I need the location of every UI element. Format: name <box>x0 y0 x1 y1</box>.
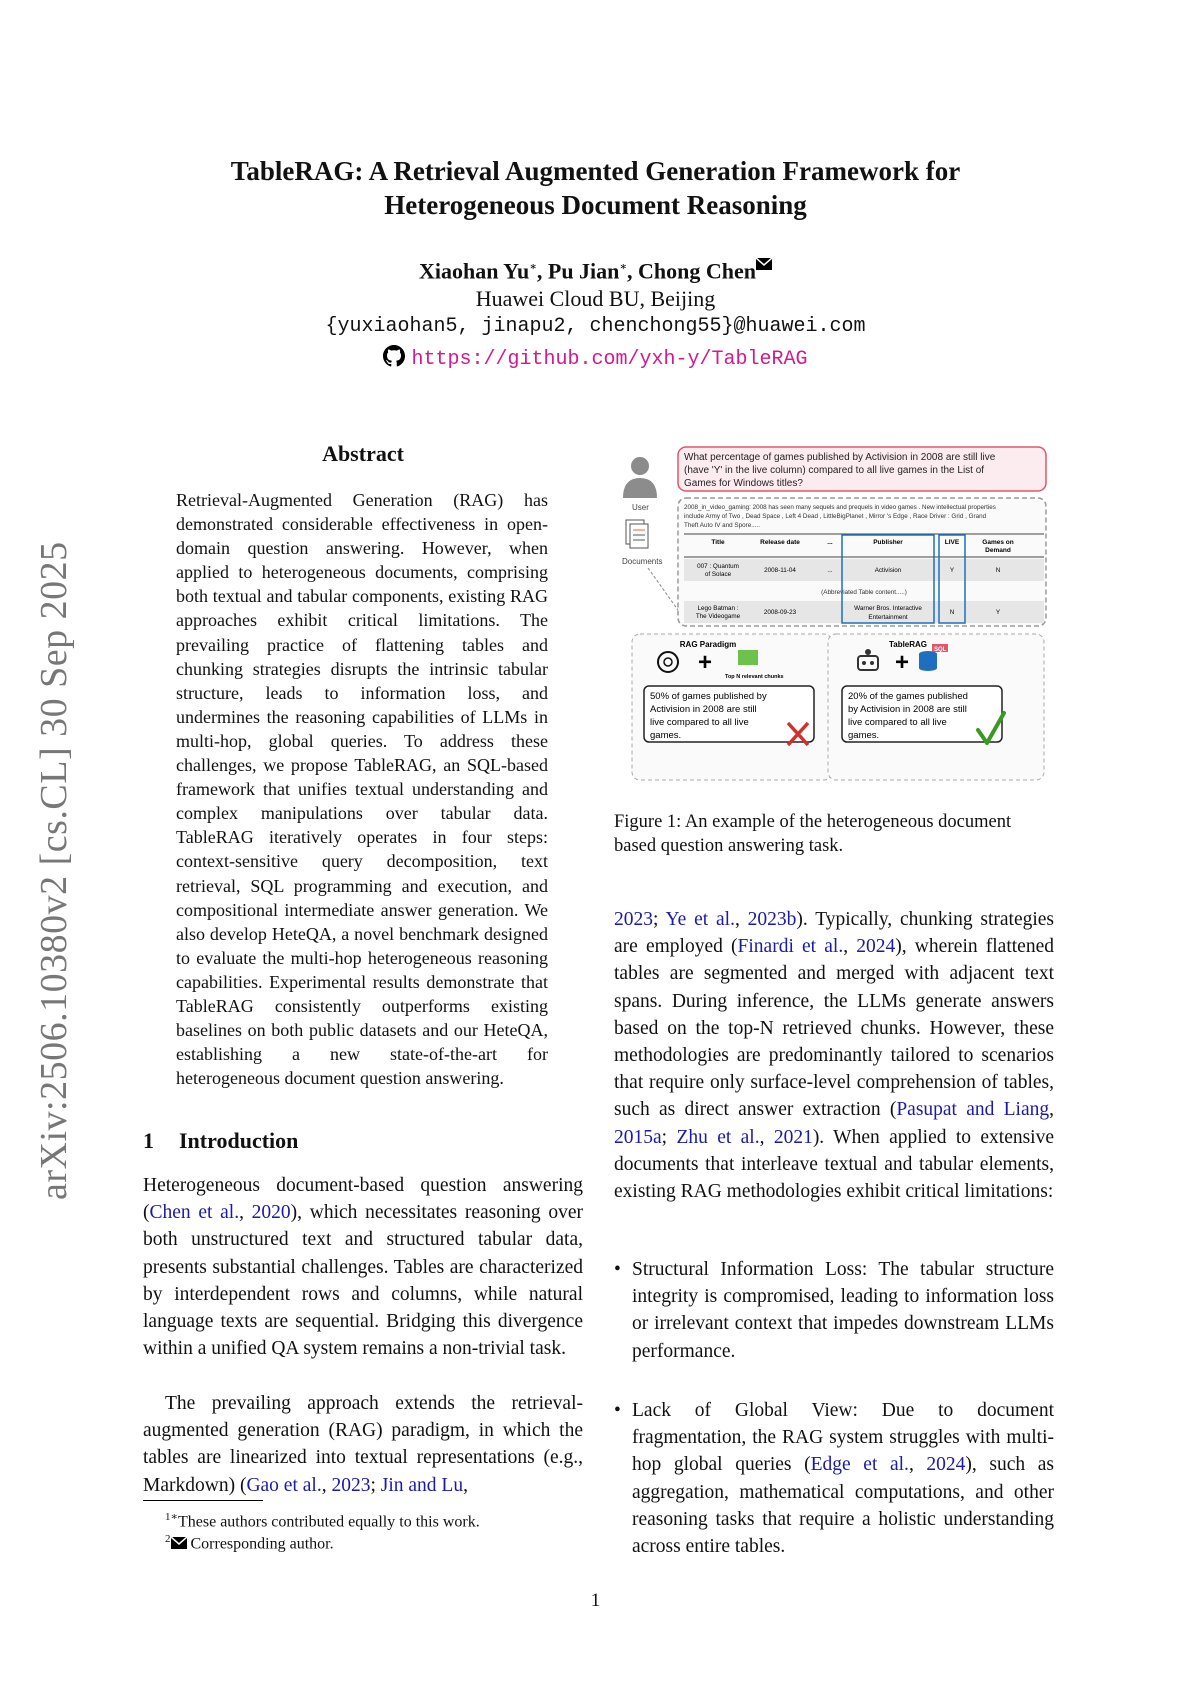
svg-text:The Videogame: The Videogame <box>695 613 741 620</box>
envelope-icon <box>171 1536 187 1554</box>
svg-text:N: N <box>995 567 1001 574</box>
chunks-icon <box>738 650 758 665</box>
svg-text:Warner Bros. Interactive: Warner Bros. Interactive <box>854 605 922 612</box>
footnote-2: $^2$ Corresponding author. <box>165 1533 334 1553</box>
documents-icon <box>626 520 648 548</box>
citation-year-link[interactable]: 2024 <box>856 936 896 958</box>
citation-link[interactable]: Jin and Lu <box>380 1474 464 1496</box>
svg-text:50% of games published by: 50% of games published by <box>650 691 767 702</box>
citation-year-link[interactable]: 2023 <box>331 1474 371 1496</box>
bullet-marker: • <box>614 1259 621 1280</box>
affiliation: Huawei Cloud BU, Beijing <box>475 286 716 311</box>
doc-text-line-2: include Army of Two , Dead Space , Left 4 Dead , LittleBigPlanet , Mirror 's Edge , Race Driver : Grid , Grand <box>684 513 987 520</box>
svg-text:Publisher: Publisher <box>873 539 903 546</box>
question-line-3: Games for Windows titles? <box>684 478 803 489</box>
author-1: Xiaohan Yu <box>419 258 530 284</box>
paper-title <box>0 154 1191 222</box>
svg-text:(Abbreviated Table content....: (Abbreviated Table content.....) <box>821 589 907 596</box>
svg-text:N: N <box>949 609 955 616</box>
title-line-2: Heterogeneous Document Reasoning <box>384 190 807 220</box>
topn-label: Top N relevant chunks <box>725 674 784 680</box>
svg-text:of Solace: of Solace <box>704 571 732 578</box>
repo-link[interactable]: https://github.com/yxh-y/TableRAG <box>411 348 808 371</box>
user-icon <box>623 457 657 498</box>
svg-text:...: ... <box>827 539 833 546</box>
svg-text:LIVE: LIVE <box>944 539 960 546</box>
user-label: User <box>632 503 649 512</box>
citation-year-link[interactable]: 2024 <box>926 1454 966 1476</box>
svg-text:2008-09-23: 2008-09-23 <box>763 609 797 616</box>
footnote-rule <box>143 1500 263 1501</box>
citation-year-link[interactable]: 2015a <box>614 1126 662 1148</box>
section-number: 1 <box>143 1128 154 1153</box>
equal-contrib-mark: ∗ <box>529 261 537 273</box>
svg-text:Activision: Activision <box>874 567 902 574</box>
svg-text:games.: games. <box>650 730 682 741</box>
plus-sign: + <box>894 649 910 676</box>
doc-text-line-1: 2008_in_video_gaming: 2008 has seen many sequels and prequels in video games . New intellectual properties <box>684 504 996 511</box>
citation-link[interactable]: Ye et al. <box>665 909 735 930</box>
abstract-heading: Abstract <box>322 441 404 466</box>
svg-text:live compared to all live: live compared to all live <box>650 717 749 728</box>
citation-year-link[interactable]: 2023b <box>747 909 797 930</box>
figure-caption: Figure 1: An example of the heterogeneous document based question answering task. <box>614 812 1012 856</box>
svg-text:Demand: Demand <box>985 547 1011 554</box>
section-heading-introduction <box>143 1128 298 1154</box>
svg-text:007 : Quantum: 007 : Quantum <box>697 563 739 570</box>
right-paragraph: 2023; Ye et al., 2023b). Typically, chunking strategies are employed (Finardi et al., 2024), wherein flattened tables are segmented and merged with adjacent text spans. During inference, the LLMs generate answers based on the top-N retrieved chunks. However, these methodologies are predominantly tailored to scenarios that require only surface-level comprehension of tables, such as direct answer extraction (Pasupat and Liang, 2015a; Zhu et al., 2021). When applied to extensive documents that interleave textual and tabular elements, existing RAG methodologies exhibit critical limitations: <box>614 909 1055 1203</box>
svg-text:2008-11-04: 2008-11-04 <box>764 567 796 574</box>
question-line-2: (have 'Y' in the live column) compared to all live games in the List of <box>684 465 985 476</box>
section-title: Introduction <box>179 1128 299 1153</box>
abstract-body: Retrieval-Augmented Generation (RAG) has demonstrated considerable effectiveness in open-domain question answering. However, when applied to heterogeneous documents, comprising both textual and tabular components, existing RAG approaches exhibit critical limitations. The prevailing practice of flattening tables and chunking strategies disrupts the intrinsic tabular structure, leads to information loss, and undermines the reasoning capabilities of LLMs in multi-hop, global queries. To address these challenges, we propose TableRAG, an SQL-based framework that unifies textual understanding and complex manipulations over tabular data. TableRAG iteratively operates in four steps: context-sensitive query decomposition, text retrieval, SQL programming and execution, and compositional intermediate answer generation. We also develop HeteQA, a novel benchmark designed to evaluate the multi-hop heterogeneous reasoning capabilities. Experimental results demonstrate that TableRAG consistently outperforms existing baselines on both public datasets and our HeteQA, establishing a new state-of-the-art for heterogeneous document question answering. <box>176 490 548 1089</box>
citation-year-link[interactable]: 2021 <box>773 1126 813 1148</box>
footnote-1: $^{1∗}$These authors contributed equally to this work. <box>165 1511 480 1531</box>
svg-text:Y: Y <box>995 609 1001 616</box>
intro-paragraph-1: Heterogeneous document-based question answering (Chen et al., 2020), which necessitates reasoning over both unstructured text and structured tabular data, presents substantial challenges. Tables are characterized by interdependent rows and columns, while natural language texts are sequential. Bridging this divergence within a unified QA system remains a non-trivial task. <box>143 1175 584 1360</box>
svg-text:Games on: Games on <box>982 539 1014 546</box>
equal-contrib-mark: ∗ <box>619 261 628 273</box>
plus-sign: + <box>697 649 713 676</box>
question-line-1: What percentage of games published by Activision in 2008 are still live <box>684 452 996 463</box>
svg-text:SQL: SQL <box>934 647 947 653</box>
svg-text:...: ... <box>827 567 833 574</box>
page-number: 1 <box>590 1590 601 1611</box>
citation-year-link[interactable]: 2020 <box>251 1202 291 1224</box>
envelope-icon <box>756 261 772 273</box>
svg-text:live compared to all live: live compared to all live <box>848 717 947 728</box>
svg-text:Title: Title <box>711 539 725 546</box>
repo-link-row <box>0 345 1191 374</box>
svg-text:Y: Y <box>949 567 955 574</box>
author-3: Chong Chen <box>638 258 756 284</box>
svg-text:Lego Batman :: Lego Batman : <box>697 605 739 612</box>
svg-text:Entertainment: Entertainment <box>868 614 908 621</box>
github-icon <box>383 345 405 374</box>
author-separator: , <box>536 258 548 284</box>
figure-1 <box>620 440 1050 785</box>
author-emails: {yuxiaohan5, jinapu2, chenchong55}@huawei.com <box>325 315 866 338</box>
bullet-marker: • <box>614 1400 621 1421</box>
citation-link[interactable]: Edge et al. <box>810 1454 909 1476</box>
doc-text-line-3: Theft Auto IV and Spore..... <box>684 522 760 529</box>
citation-link[interactable]: Gao et al. <box>246 1474 322 1496</box>
citation-year-link[interactable]: 2023 <box>614 909 653 930</box>
arxiv-stamp: arXiv:2506.10380v2 [cs.CL] 30 Sep 2025 <box>33 541 75 1200</box>
svg-text:Release date: Release date <box>760 539 800 546</box>
svg-text:by Activision in 2008 are stil: by Activision in 2008 are still <box>848 704 967 715</box>
citation-link[interactable]: Zhu et al. <box>676 1126 760 1148</box>
rag-paradigm-title: RAG Paradigm <box>679 640 737 649</box>
svg-text:20% of the games published: 20% of the games published <box>848 691 968 702</box>
bullet-item-global-view: • Lack of Global View: Due to document fragmentation, the RAG system struggles with multi-hop global queries (Edge et al., 2024), such as aggregation, mathematical computations, and other reasoning tasks that require a holistic understanding across entire tables. <box>614 1397 1054 1560</box>
citation-link[interactable]: Pasupat and Liang <box>896 1099 1050 1121</box>
author-2: Pu Jian <box>547 258 620 284</box>
title-line-1: TableRAG: A Retrieval Augmented Generation Framework for <box>230 156 961 186</box>
author-separator: , <box>627 258 639 284</box>
bullet-item-structural-loss: • Structural Information Loss: The tabular structure integrity is compromised, leading to information loss or irrelevant context that impedes downstream LLMs performance. <box>614 1256 1054 1365</box>
citation-link[interactable]: Finardi et al. <box>737 936 844 958</box>
svg-text:games.: games. <box>848 730 880 741</box>
intro-paragraph-2: The prevailing approach extends the retrieval-augmented generation (RAG) paradigm, in which the tables are linearized into textual representations (e.g., Markdown) (Gao et al., 2023; Jin and Lu, <box>143 1393 583 1496</box>
tablerag-title: TableRAG <box>888 640 928 649</box>
citation-link[interactable]: Chen et al. <box>149 1202 240 1224</box>
documents-label: Documents <box>622 557 663 566</box>
svg-text:Activision in 2008 are still: Activision in 2008 are still <box>650 704 757 715</box>
author-list <box>0 258 1191 284</box>
